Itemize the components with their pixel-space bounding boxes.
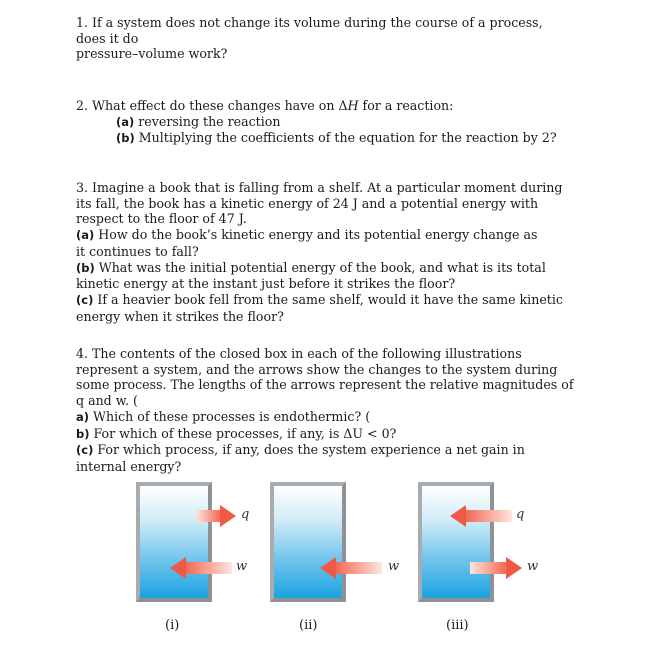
q3-line: 3. Imagine a book that is falling from a shelf. At a particular moment during	[76, 180, 563, 195]
w-arrow-in	[470, 557, 522, 579]
system-box	[270, 482, 346, 602]
system-box	[418, 482, 494, 602]
q-arrow-in	[196, 505, 236, 527]
q-arrow-out	[450, 505, 512, 527]
question-3	[76, 180, 606, 324]
q1-line: 1. If a system does not change its volume during the course of a process,	[76, 15, 543, 30]
q1-line: pressure–volume work?	[76, 46, 228, 62]
q3-part-b: (b) What was the initial potential energy of the book, and what is its total	[76, 259, 546, 275]
q3-part-c: (c) If a heavier book fell from the same shelf, would it have the same kinetic	[76, 291, 563, 307]
q-label: q	[241, 507, 250, 522]
q2-stem: 2. What effect do these changes have on ΔH for a reaction:	[76, 98, 454, 113]
question-1	[76, 15, 606, 62]
q4-line: q and w. (	[76, 393, 138, 409]
system-box	[136, 482, 212, 602]
q3-part-a-cont: it continues to fall?	[76, 243, 199, 259]
question-4	[76, 346, 606, 475]
caption-iii: (iii)	[446, 618, 469, 633]
q-label: q	[516, 507, 525, 522]
w-arrow-out	[320, 557, 382, 579]
q3-part-b-cont: kinetic energy at the instant just before it strikes the floor?	[76, 276, 456, 292]
q2-part-b: (b) Multiplying the coefficients of the equation for the reaction by 2?	[116, 130, 557, 146]
w-label: w	[388, 559, 400, 574]
q3-part-c-cont: energy when it strikes the floor?	[76, 308, 284, 324]
caption-ii: (ii)	[299, 618, 318, 633]
q3-line: respect to the floor of 47 J.	[76, 211, 247, 227]
q4-part-c-cont: internal energy?	[76, 458, 182, 474]
question-2	[76, 98, 606, 147]
q4-line: some process. The lengths of the arrows represent the relative magnitudes of	[76, 377, 574, 393]
q4-part-c: (c) For which process, if any, does the system experience a net gain in	[76, 442, 525, 458]
q1-line: does it do	[76, 30, 139, 46]
w-arrow-out	[170, 557, 232, 579]
q4-line: represent a system, and the arrows show the changes to the system during	[76, 361, 558, 377]
q3-line: its fall, the book has a kinetic energy of 24 J and a potential energy with	[76, 195, 539, 211]
w-label: w	[527, 559, 539, 574]
q4-part-b: b) For which of these processes, if any, is ΔU < 0?	[76, 425, 397, 441]
q3-part-a: (a) How do the book’s kinetic energy and its potential energy change as	[76, 227, 538, 243]
caption-i: (i)	[165, 618, 180, 633]
q2-part-a: (a) reversing the reaction	[116, 113, 281, 129]
w-label: w	[236, 559, 248, 574]
q4-part-a: a) Which of these processes is endothermic? (	[76, 408, 371, 424]
q4-line: 4. The contents of the closed box in each of the following illustrations	[76, 346, 522, 361]
